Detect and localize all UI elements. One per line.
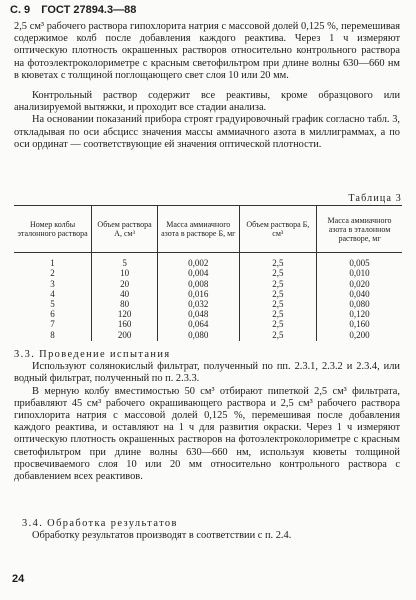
calibration-table [14, 205, 402, 341]
cell-volume-b: 2,5 [239, 290, 317, 300]
table-row [14, 330, 402, 340]
cell-mass-b: 0,016 [158, 290, 239, 300]
cell-volume-a: 80 [92, 300, 158, 310]
cell-volume-a: 20 [92, 279, 158, 289]
cell-volume-a: 10 [92, 269, 158, 279]
section-3-4 [14, 518, 400, 542]
cell-mass-b: 0,064 [158, 320, 239, 330]
col-header-volume-b: Объем раствора Б, см³ [239, 206, 317, 253]
cell-volume-b: 2,5 [239, 279, 317, 289]
cell-mass-b: 0,080 [158, 330, 239, 340]
section-3-3-heading: 3.3. Проведение испытания [14, 349, 171, 360]
cell-mass-b: 0,032 [158, 300, 239, 310]
table-row [14, 320, 402, 330]
cell-volume-b: 2,5 [239, 320, 317, 330]
cell-mass-standard: 0,160 [317, 320, 402, 330]
col-header-flask: Номер колбы эталонного раствора [14, 206, 92, 253]
cell-flask-number: 2 [50, 268, 55, 279]
cell-flask-number: 4 [50, 288, 55, 299]
cell-flask-number: 6 [50, 309, 55, 320]
table-body [14, 253, 402, 341]
cell-flask-number: 7 [50, 319, 55, 330]
standard-number: ГОСТ 27894.3—88 [41, 4, 137, 16]
page-number: 24 [12, 573, 25, 585]
cell-flask-number: 3 [50, 278, 55, 289]
paragraph-continuation: 2,5 см³ рабочего раствора гипохлорита натрия с массовой долей 0,125 %, перемешивая содержимое колб после добавления каждого реактива. Через 1 ч измеряют оптическую плотность окрашенных растворов относительно контрольного раствора на фотоэлектроколориметре с красным светофильтром при длине волны 630—660 нм в кюветах с толщиной поглощающего свет слоя 10 или 20 мм. [14, 21, 400, 81]
section-3-3-paragraph-1: Используют солянокислый фильтрат, полученный по пп. 2.3.1, 2.3.2 и 2.3.4, или водный фильтрат, полученный по п. 2.3.3. [14, 361, 400, 385]
cell-volume-b: 2,5 [239, 300, 317, 310]
cell-volume-a: 120 [92, 310, 158, 320]
col-header-mass-standard: Масса аммиачного азота в эталонном растворе, мг [317, 206, 402, 253]
cell-mass-standard: 0,020 [317, 279, 402, 289]
paragraph-calibration-graph: На основании показаний прибора строят градуировочный график согласно табл. 3, откладывая по оси абсцисс значения массы аммиачного азота в миллиграммах, а по оси ординат — соответствующие ей значения оптической плотности. [14, 114, 400, 150]
cell-mass-standard: 0,005 [317, 253, 402, 270]
paragraph-control-solution: Контрольный раствор содержит все реактивы, кроме образцового или анализируемой вытяжки, и проходит все стадии анализа. [14, 90, 400, 114]
cell-volume-a: 5 [92, 253, 158, 270]
table-row [14, 310, 402, 320]
cell-mass-standard: 0,010 [317, 269, 402, 279]
page-header [10, 4, 136, 16]
table-row [14, 253, 402, 270]
table-caption: Таблица 3 [348, 193, 402, 204]
cell-volume-b: 2,5 [239, 253, 317, 270]
table-row [14, 269, 402, 279]
col-header-mass-b: Масса аммиачного азота в растворе Б, мг [158, 206, 239, 253]
col-header-volume-a: Объем раствора А, см³ [92, 206, 158, 253]
cell-mass-standard: 0,040 [317, 290, 402, 300]
section-3-3-paragraph-2: В мерную колбу вместимостью 50 см³ отбирают пипеткой 2,5 см³ фильтрата, прибавляют 45 см³ рабочего окрашивающего раствора и 2,5 см³ рабочего раствора гипохлорита натрия с массовой долей 0,125 %, перемешивая после добавления каждого реактива, и оставляют на 1 ч для развития окраски. Через 1 ч измеряют оптическую плотность окрашенных растворов на фотоэлектроколориметре с красным светофильтром при длине волны 630—660 нм, используя кюветы толщиной просвечиваемого слоя 10 или 20 мм относительно контрольного раствора с добавлением всех реактивов. [14, 385, 400, 483]
cell-mass-b: 0,008 [158, 279, 239, 289]
cell-mass-b: 0,048 [158, 310, 239, 320]
cell-volume-a: 200 [92, 330, 158, 340]
section-3-4-paragraph: Обработку результатов производят в соответствии с п. 2.4. [32, 530, 292, 542]
cell-mass-b: 0,004 [158, 269, 239, 279]
table-header-row [14, 206, 402, 253]
cell-mass-b: 0,002 [158, 253, 239, 270]
cell-flask-number: 1 [50, 258, 55, 269]
cell-mass-standard: 0,120 [317, 310, 402, 320]
cell-volume-a: 40 [92, 290, 158, 300]
cell-mass-standard: 0,080 [317, 300, 402, 310]
cell-mass-standard: 0,200 [317, 330, 402, 340]
cell-volume-a: 160 [92, 320, 158, 330]
table-row [14, 300, 402, 310]
cell-volume-b: 2,5 [239, 330, 317, 340]
cell-volume-b: 2,5 [239, 310, 317, 320]
cell-volume-b: 2,5 [239, 269, 317, 279]
table-row [14, 279, 402, 289]
section-3-4-heading: 3.4. Обработка результатов [22, 518, 178, 529]
cell-flask-number: 5 [50, 299, 55, 310]
cell-flask-number: 8 [50, 329, 55, 340]
table-row [14, 290, 402, 300]
top-text-block [14, 21, 400, 151]
section-3-3 [14, 349, 400, 483]
page-label: С. 9 [10, 4, 31, 16]
